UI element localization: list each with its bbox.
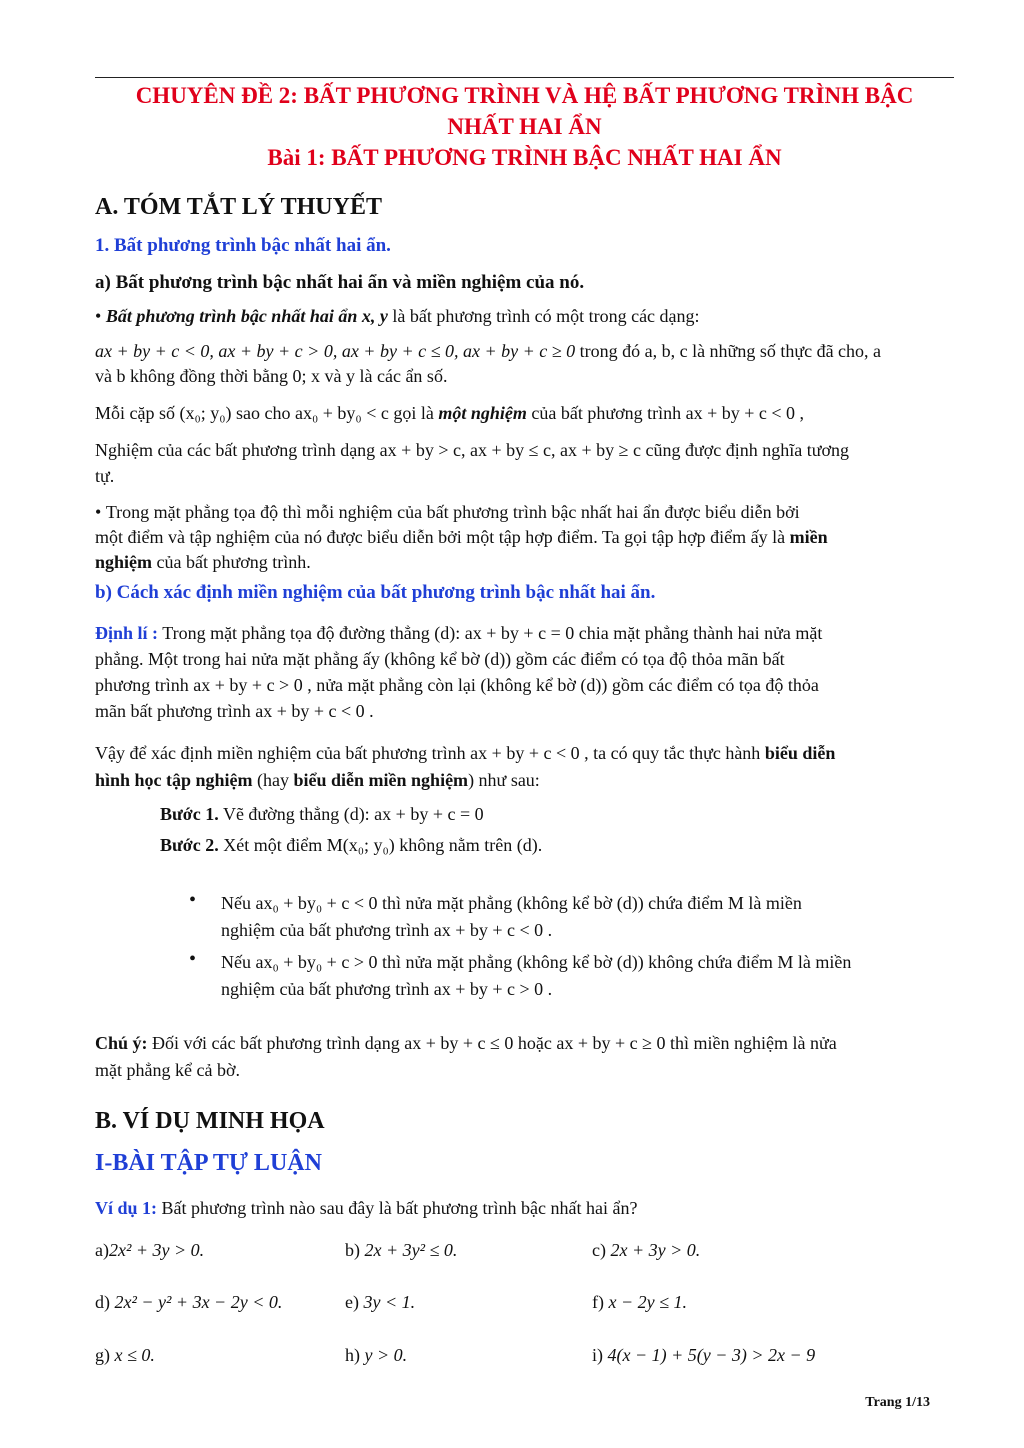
chapter-title-line2: NHẤT HAI ẨN	[447, 114, 602, 139]
theorem-paragraph	[95, 620, 954, 724]
option-a: a)2x² + 3y > 0.	[95, 1240, 205, 1260]
example-1	[95, 1196, 954, 1220]
theorem-line3: phương trình ax + by + c > 0 , nửa mặt phẳng còn lại (không kể bờ (d)) gồm các điểm có tọa độ thỏa	[95, 675, 819, 695]
lesson-title: Bài 1: BẤT PHƯƠNG TRÌNH BẬC NHẤT HAI ẨN	[267, 145, 782, 170]
step-1-label: Bước 1.	[160, 804, 219, 824]
case-1-line1: Nếu ax₀ + by₀ + c < 0 thì nửa mặt phẳng (không kể bờ (d)) chứa điểm M là miền	[221, 893, 802, 913]
rule-term2: hình học tập nghiệm	[95, 770, 253, 790]
option-b: b) 2x + 3y² ≤ 0.	[345, 1240, 458, 1260]
section-b-heading: B. VÍ DỤ MINH HỌA	[95, 1108, 325, 1134]
theorem-line4: mãn bất phương trình ax + by + c < 0 .	[95, 701, 374, 721]
plane-line1: Trong mặt phẳng tọa độ thì mỗi nghiệm của bất phương trình bậc nhất hai ẩn được biểu diễn bởi	[105, 502, 800, 522]
step-2	[160, 833, 940, 857]
step-1	[160, 802, 940, 826]
step-2-text: Xét một điểm M(x₀; y₀) không nằm trên (d).	[218, 835, 543, 855]
definition-term: Bất phương trình bậc nhất hai ẩn x, y	[105, 306, 388, 326]
option-c: c) 2x + 3y > 0.	[592, 1240, 701, 1260]
plane-term1: miền	[789, 527, 828, 547]
chapter-title-line1: CHUYÊN ĐỀ 2: BẤT PHƯƠNG TRÌNH VÀ HỆ BẤT PHƯƠNG TRÌNH BẬC	[135, 83, 914, 108]
case-2-line2: nghiệm của bất phương trình ax + by + c > 0 .	[221, 979, 553, 999]
note-label: Chú ý:	[95, 1033, 148, 1053]
solution-definition	[95, 401, 954, 425]
subsection-1b-heading: b) Cách xác định miền nghiệm của bất phương trình bậc nhất hai ẩn.	[95, 582, 656, 603]
theorem-line2: phẳng. Một trong hai nửa mặt phẳng ấy (không kể bờ (d)) gồm các điểm có tọa độ thỏa mãn bất	[95, 649, 785, 669]
rule-text3: ) như sau:	[468, 770, 540, 790]
note-paragraph	[95, 1030, 954, 1084]
bullet-icon: •	[95, 502, 106, 522]
plane-term2: nghiệm	[95, 552, 153, 572]
bullet-icon: •	[189, 889, 197, 911]
theorem-label: Định lí :	[95, 623, 159, 643]
plane-paragraph	[95, 500, 954, 575]
plane-line2: một điểm và tập nghiệm của nó được biểu diễn bởi một tập hợp điểm. Ta gọi tập hợp điểm ấy là	[95, 527, 790, 547]
note-line2: mặt phẳng kể cả bờ.	[95, 1060, 240, 1080]
section-a-heading: A. TÓM TẮT LÝ THUYẾT	[95, 194, 382, 220]
forms-line	[95, 339, 954, 363]
definition-paragraph	[95, 304, 954, 328]
rule-term1: biểu diễn	[764, 743, 836, 763]
case-2	[221, 949, 951, 1003]
step-1-text: Vẽ đường thẳng (d): ax + by + c = 0	[218, 804, 484, 824]
header-rule	[95, 77, 954, 78]
example-label: Ví dụ 1:	[95, 1198, 158, 1218]
example-text: Bất phương trình nào sau đây là bất phương trình bậc nhất hai ẩn?	[157, 1198, 638, 1218]
forms-line2: và b không đồng thời bằng 0; x và y là các ẩn số.	[95, 366, 448, 386]
case-1-line2: nghiệm của bất phương trình ax + by + c < 0 .	[221, 920, 553, 940]
bullet-icon: •	[189, 948, 197, 970]
step-2-label: Bước 2.	[160, 835, 219, 855]
solution-post: của bất phương trình ax + by + c < 0 ,	[526, 403, 805, 423]
option-g: g) x ≤ 0.	[95, 1345, 155, 1365]
forms-expression: ax + by + c < 0, ax + by + c > 0, ax + by + c ≤ 0, ax + by + c ≥ 0	[95, 341, 576, 361]
rule-paragraph	[95, 740, 954, 794]
case-2-line1: Nếu ax₀ + by₀ + c > 0 thì nửa mặt phẳng (không kể bờ (d)) không chứa điểm M là miền	[221, 952, 852, 972]
rule-text2: (hay	[252, 770, 294, 790]
page-number: Trang 1/13	[865, 1395, 930, 1410]
case-1	[221, 890, 941, 944]
option-f: f) x − 2y ≤ 1.	[592, 1292, 688, 1312]
other-forms-line1: Nghiệm của các bất phương trình dạng ax + by > c, ax + by ≤ c, ax + by ≥ c cũng được định nghĩa tương	[95, 440, 850, 460]
rule-line1: Vậy để xác định miền nghiệm của bất phương trình ax + by + c < 0 , ta có quy tắc thực hành	[95, 743, 765, 763]
subsection-1-heading: 1. Bất phương trình bậc nhất hai ẩn.	[95, 235, 391, 256]
other-forms-line2: tự.	[95, 466, 115, 486]
option-e: e) 3y < 1.	[345, 1292, 416, 1312]
plane-line3: của bất phương trình.	[152, 552, 311, 572]
theorem-line1: Trong mặt phẳng tọa độ đường thẳng (d): ax + by + c = 0 chia mặt phẳng thành hai nửa mặt	[158, 623, 823, 643]
solution-pre: Mỗi cặp số (x₀; y₀) sao cho ax₀ + by₀ < c gọi là	[95, 403, 439, 423]
bullet-icon: •	[95, 306, 106, 326]
option-d: d) 2x² − y² + 3x − 2y < 0.	[95, 1292, 283, 1312]
subsection-1a-heading: a) Bất phương trình bậc nhất hai ẩn và miền nghiệm của nó.	[95, 272, 585, 293]
forms-tail: trong đó a, b, c là những số thực đã cho, a	[575, 341, 882, 361]
rule-term3: biểu diễn miền nghiệm	[293, 770, 469, 790]
solution-term: một nghiệm	[438, 403, 527, 423]
definition-text: là bất phương trình có một trong các dạng:	[387, 306, 700, 326]
section-b-sub: I-BÀI TẬP TỰ LUẬN	[95, 1150, 322, 1176]
option-i: i) 4(x − 1) + 5(y − 3) > 2x − 9	[592, 1345, 816, 1365]
note-line1: Đối với các bất phương trình dạng ax + by + c ≤ 0 hoặc ax + by + c ≥ 0 thì miền nghiệm là nửa	[147, 1033, 837, 1053]
option-h: h) y > 0.	[345, 1345, 408, 1365]
